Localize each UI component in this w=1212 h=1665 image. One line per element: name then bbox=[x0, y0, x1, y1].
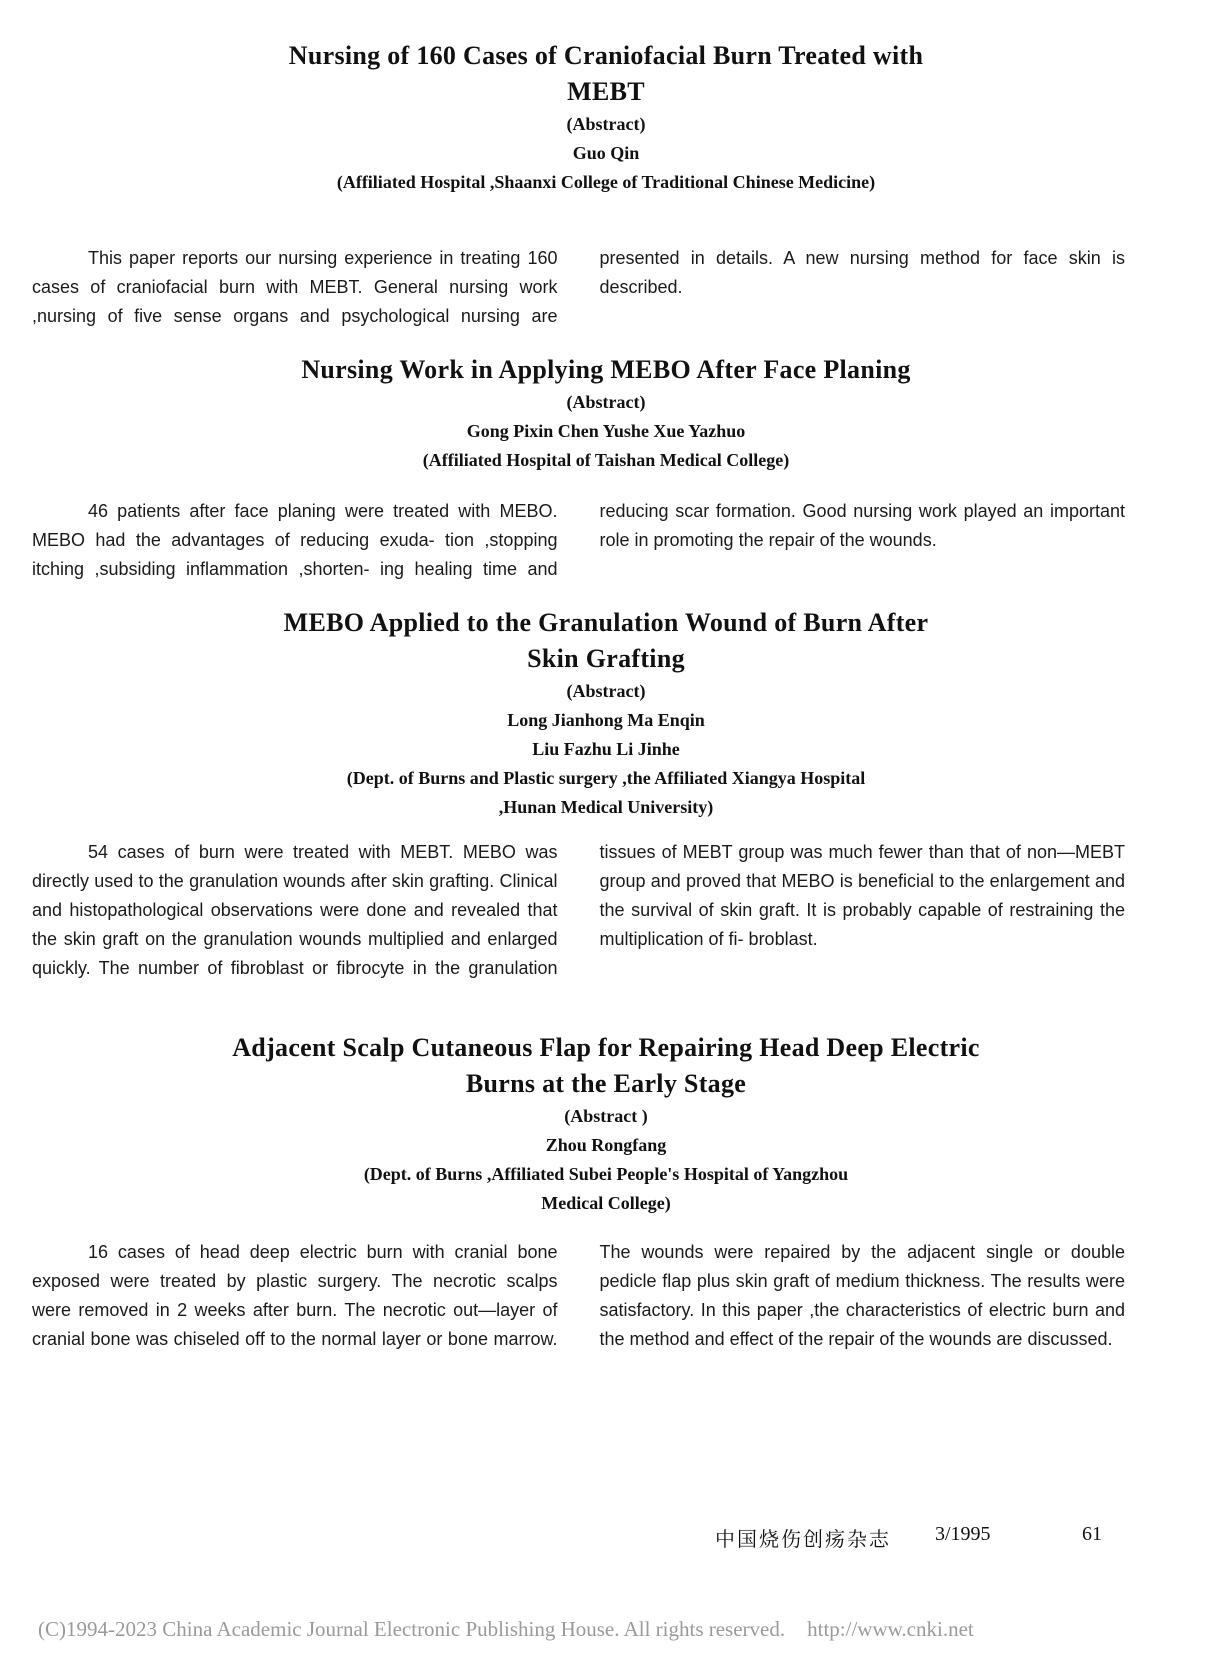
article-title: Adjacent Scalp Cutaneous Flap for Repairing Head Deep Electric Burns at the Early Stage bbox=[232, 1033, 980, 1098]
abstract-body bbox=[32, 838, 1125, 983]
article-header bbox=[0, 352, 1212, 475]
author-line: Long Jianhong Ma Enqin bbox=[507, 710, 705, 730]
article-header bbox=[0, 1030, 1212, 1218]
abstract-body bbox=[32, 497, 1125, 584]
copyright-url[interactable]: http://www.cnki.net bbox=[807, 1617, 974, 1641]
abstract-label: (Abstract) bbox=[566, 114, 646, 134]
abstract-body bbox=[32, 244, 1125, 331]
article-3 bbox=[0, 605, 1212, 822]
abstract-label: (Abstract ) bbox=[564, 1106, 648, 1126]
copyright-notice bbox=[38, 1617, 1188, 1642]
affiliation: (Dept. of Burns and Plastic surgery ,the Affiliated Xiangya Hospital ,Hunan Medical University) bbox=[346, 768, 866, 817]
article-header bbox=[0, 38, 1212, 197]
abstract-text: 16 cases of head deep electric burn with cranial bone exposed were treated by plastic surgery. The necrotic scalps were removed in 2 weeks after burn. The necrotic out—layer of cranial bone was chiseled off to the normal layer or bone marrow. The wounds were repaired by the adjacent single or double pedicle flap plus skin graft of medium thickness. The results were satisfactory. In this paper ,the characteristics of electric burn and the method and effect of the repair of the wounds are discussed. bbox=[32, 1242, 1125, 1349]
page-number: 61 bbox=[1082, 1523, 1102, 1545]
article-4 bbox=[0, 1030, 1212, 1218]
abstract-text: 46 patients after face planing were treated with MEBO. MEBO had the advantages of reducing exuda- tion ,stopping itching ,subsiding inflammation ,shorten- ing healing time and reducing scar formation. Good nursing work played an important role in promoting the repair of the wounds. bbox=[32, 501, 1125, 579]
affiliation: (Affiliated Hospital of Taishan Medical College) bbox=[422, 450, 790, 470]
author-line: Zhou Rongfang bbox=[545, 1135, 667, 1155]
affiliation: (Affiliated Hospital ,Shaanxi College of Traditional Chinese Medicine) bbox=[336, 172, 876, 192]
article-title: Nursing Work in Applying MEBO After Face Planing bbox=[301, 355, 911, 384]
author-line: Guo Qin bbox=[572, 143, 640, 163]
abstract-text: This paper reports our nursing experience in treating 160 cases of craniofacial burn with MEBT. General nursing work ,nursing of five sense organs and psychological nursing are presented in details. A new nursing method for face skin is described. bbox=[32, 248, 1125, 326]
abstract-label: (Abstract) bbox=[566, 681, 646, 701]
author-line: Gong Pixin Chen Yushe Xue Yazhuo bbox=[466, 421, 746, 441]
copyright-text: (C)1994-2023 China Academic Journal Electronic Publishing House. All rights reserved. bbox=[38, 1617, 786, 1641]
abstract-label: (Abstract) bbox=[566, 392, 646, 412]
author-line: Liu Fazhu Li Jinhe bbox=[532, 739, 680, 759]
affiliation: (Dept. of Burns ,Affiliated Subei People's Hospital of Yangzhou Medical College) bbox=[363, 1164, 849, 1213]
article-header bbox=[0, 605, 1212, 822]
abstract-body bbox=[32, 1238, 1125, 1354]
article-2 bbox=[0, 352, 1212, 475]
issue-number: 3/1995 bbox=[935, 1523, 991, 1545]
abstract-text: 54 cases of burn were treated with MEBT. MEBO was directly used to the granulation wounds after skin grafting. Clinical and histopathological observations were done and revealed that the skin graft on the granulation wounds multiplied and enlarged quickly. The number of fibroblast or fibrocyte in the granulation tissues of MEBT group was much fewer than that of non—MEBT group and proved that MEBO is beneficial to the enlargement and the survival of skin graft. It is probably capable of restraining the multiplication of fi- broblast. bbox=[32, 842, 1125, 978]
page-footer bbox=[0, 1523, 1212, 1563]
article-title: MEBO Applied to the Granulation Wound of Burn After Skin Grafting bbox=[283, 608, 929, 673]
article-title: Nursing of 160 Cases of Craniofacial Burn Treated with MEBT bbox=[288, 41, 924, 106]
journal-name: 中国烧伤创疡杂志 bbox=[715, 1527, 891, 1551]
article-1 bbox=[0, 38, 1212, 197]
